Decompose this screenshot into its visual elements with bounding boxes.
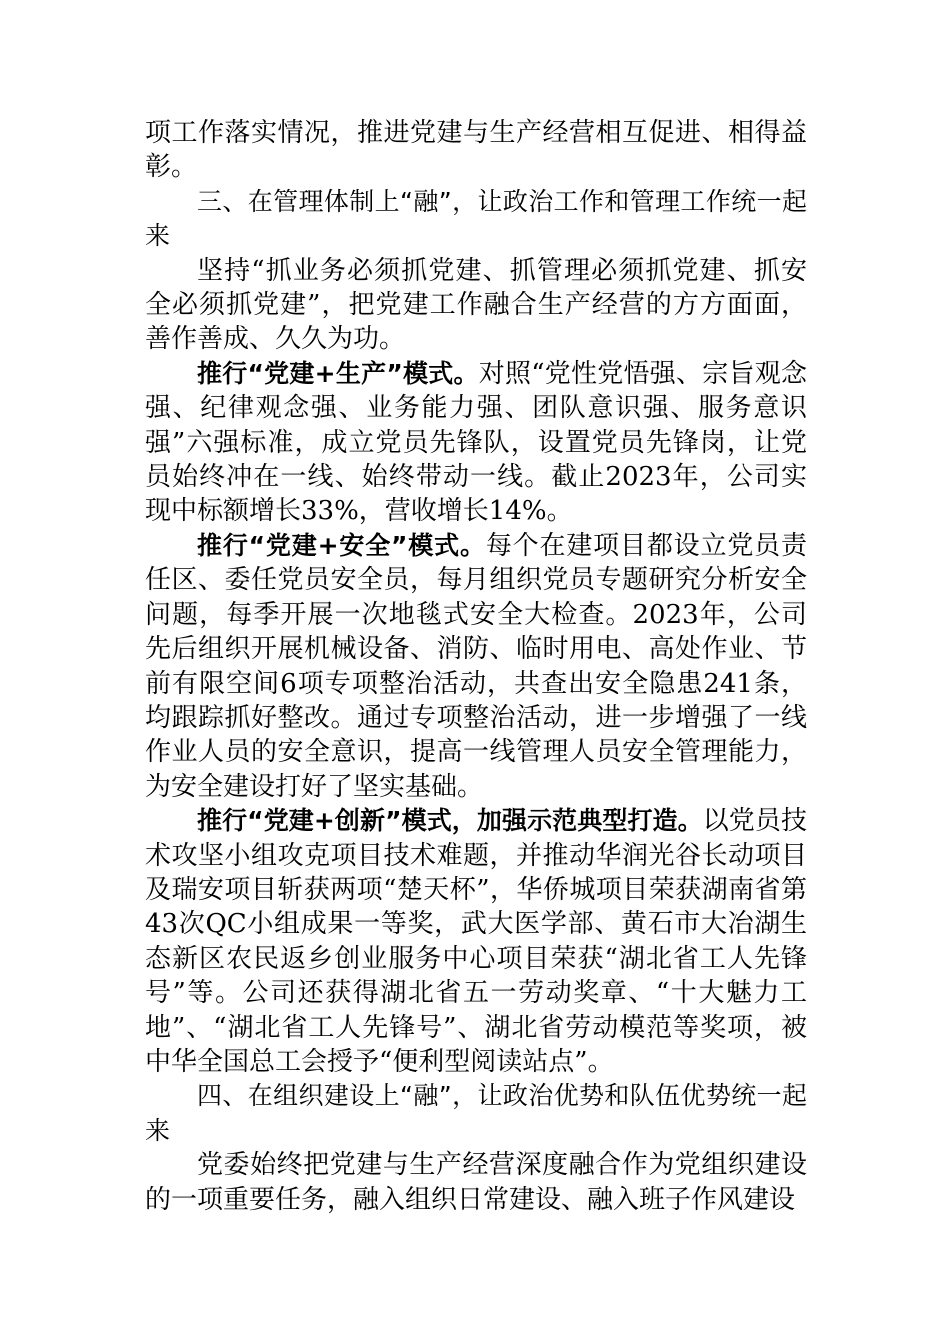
heading-text: 三、在管理体制上“融”，让政治工作和管理工作统一起来	[145, 186, 807, 251]
document-body	[145, 116, 807, 1217]
paragraph-text: 坚持“抓业务必须抓党建、抓管理必须抓党建、抓安全必须抓党建”，把党建工作融合生产经营的方方面面，善作善成、久久为功。	[145, 255, 807, 355]
section-heading-four	[145, 1079, 807, 1148]
paragraph-text: 项工作落实情况，推进党建与生产经营相互促进、相得益彰。	[145, 118, 807, 183]
paragraph-lead: 推行“党建+生产”模式。	[197, 358, 479, 388]
paragraph-lead: 推行“党建+创新”模式，加强示范典型打造。	[197, 806, 703, 836]
paragraph-text: 党委始终把党建与生产经营深度融合作为党组织建设的一项重要任务，融入组织日常建设、融入班子作风建设	[145, 1150, 807, 1215]
section-heading-three	[145, 185, 807, 254]
paragraph-text: 对照“党性党悟强、宗旨观念强、纪律观念强、业务能力强、团队意识强、服务意识强”六强标准，成立党员先锋队，设置党员先锋岗，让党员始终冲在一线、始终带动一线。截止2023年，公司实现中标额增长33%，营收增长14%。	[145, 358, 808, 527]
paragraph-lead: 推行“党建+安全”模式。	[197, 530, 486, 560]
paragraph-text: 以党员技术攻坚小组攻克项目技术难题，并推动华润光谷长动项目及瑞安项目斩获两项“楚天杯”，华侨城项目荣获湖南省第43次QC小组成果一等奖，武大医学部、黄石市大冶湖生态新区农民返乡创业服务中心项目荣获“湖北省工人先锋号”等。公司还获得湖北省五一劳动奖章、“十大魅力工地”、“湖北省工人先锋号”、湖北省劳动模范等奖项，被中华全国总工会授予“便利型阅读站点”。	[145, 806, 807, 1077]
paragraph-party-production	[145, 357, 807, 529]
paragraph-party-safety	[145, 529, 807, 804]
paragraph-text: 每个在建项目都设立党员责任区、委任党员安全员，每月组织党员专题研究分析安全问题，每季开展一次地毯式安全大检查。2023年，公司先后组织开展机械设备、消防、临时用电、高处作业、节前有限空间6项专项整治活动，共查出安全隐患241条，均跟踪抓好整改。通过专项整治活动，进一步增强了一线作业人员的安全意识，提高一线管理人员安全管理能力，为安全建设打好了坚实基础。	[145, 530, 807, 802]
paragraph-continuation	[145, 116, 807, 185]
paragraph-party-innovation	[145, 804, 807, 1079]
paragraph-principle	[145, 254, 807, 357]
heading-text: 四、在组织建设上“融”，让政治优势和队伍优势统一起来	[145, 1081, 807, 1145]
paragraph-organization	[145, 1148, 807, 1217]
